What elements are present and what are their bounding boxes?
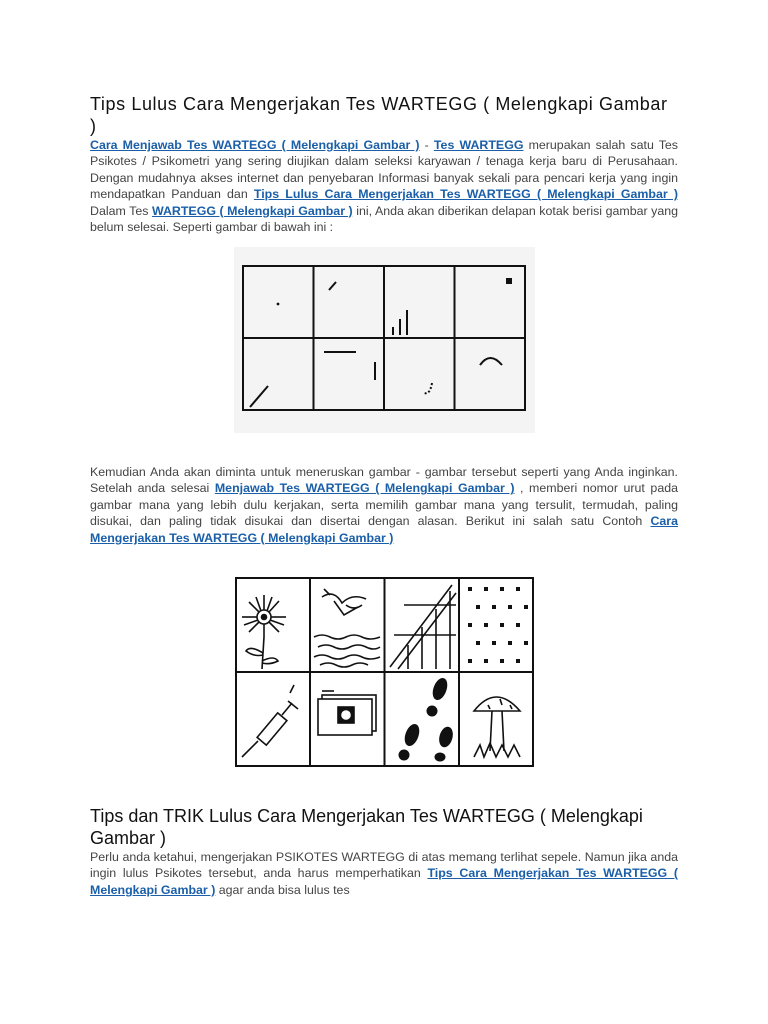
- wartegg-blank-figure: [234, 247, 535, 433]
- link-cara-mengerjakan[interactable]: Cara Mengerjakan Tes WARTEGG ( Melengkapi Gambar ): [90, 514, 678, 545]
- instruction-paragraph: [90, 464, 678, 546]
- instruction-text-1: Kemudian Anda akan diminta untuk meneruskan gambar - gambar tersebut seperti yang Anda inginkan. Setelah anda selesai: [90, 465, 678, 496]
- example-structure: [390, 585, 456, 669]
- box7-dotted-curve: [424, 383, 432, 393]
- intro-text-3: Dalam Tes: [90, 203, 152, 218]
- wartegg-example-figure: [234, 575, 535, 769]
- instruction-text-2: , memberi nomor urut pada gambar mana yang lebih dulu kerjakan, serta memilih gambar mana yang tersulit, termudah, paling disukai, dan paling tidak disukai dan disertai dengan alasan. Berikut ini salah satu Contoh: [90, 481, 678, 529]
- wartegg-example-grid: [234, 575, 535, 769]
- example-mushroom: [474, 697, 520, 757]
- intro-text-1: -: [419, 138, 434, 152]
- link-tips-lulus[interactable]: Tips Lulus Cara Mengerjakan Tes WARTEGG ( Melengkapi Gambar ): [253, 187, 679, 202]
- link-tes-wartegg[interactable]: Tes WARTEGG: [433, 138, 524, 152]
- tips-text-1: Perlu anda ketahui, mengerjakan PSIKOTES WARTEGG di atas memang terlihat sepele. Namun jika anda ingin lulus Psikotes tersebut, anda harus memperhatikan: [90, 850, 678, 881]
- box2-slash: [329, 282, 336, 290]
- article-title: Tips Lulus Cara Mengerjakan Tes WARTEGG ( Melengkapi Gambar ): [90, 94, 668, 136]
- article-section-1: [90, 93, 678, 235]
- article-section-2: [90, 464, 678, 546]
- article-subtitle: Tips dan TRIK Lulus Cara Mengerjakan Tes WARTEGG ( Melengkapi Gambar ): [90, 806, 643, 848]
- example-footprints: [399, 677, 454, 761]
- link-tips-cara-mengerjakan[interactable]: Tips Cara Mengerjakan Tes WARTEGG ( Melengkapi Gambar ): [90, 866, 678, 897]
- intro-text-2: merupakan salah satu Tes Psikotes / Psikometri yang sering diujikan dalam seleksi karyawan / tenaga kerja baru di Perusahaan. Dengan mudahnya akses internet dan penyebaran Informasi banyak sekali para pencari kerja yang ingin mendapatkan Panduan dan: [90, 138, 679, 202]
- box4-square: [506, 278, 512, 284]
- example-bird: [322, 589, 366, 615]
- tips-text-2: agar anda bisa lulus tes: [215, 882, 350, 897]
- example-dot-pattern: [468, 587, 528, 663]
- intro-text-4: ini, Anda akan diberikan delapan kotak berisi gambar yang belum selesai. Seperti gambar di bawah ini :: [90, 203, 679, 235]
- box1-dot: [277, 303, 280, 306]
- example-water: [314, 635, 380, 667]
- link-wartegg-melengkapi[interactable]: WARTEGG ( Melengkapi Gambar ): [151, 203, 353, 218]
- tips-paragraph: [90, 849, 678, 898]
- example-syringe: [242, 685, 298, 757]
- intro-paragraph: [90, 137, 678, 235]
- link-cara-menjawab[interactable]: Cara Menjawab Tes WARTEGG ( Melengkapi Gambar ): [90, 138, 420, 152]
- example-flower: [242, 595, 286, 669]
- link-menjawab-tes[interactable]: Menjawab Tes WARTEGG ( Melengkapi Gambar ): [214, 481, 515, 496]
- example-camera: [318, 691, 376, 735]
- wartegg-blank-grid: [234, 247, 535, 433]
- article-section-3: [90, 805, 678, 898]
- box5-diagonal: [250, 386, 268, 407]
- box8-arc: [480, 358, 502, 365]
- box3-bars: [393, 310, 407, 335]
